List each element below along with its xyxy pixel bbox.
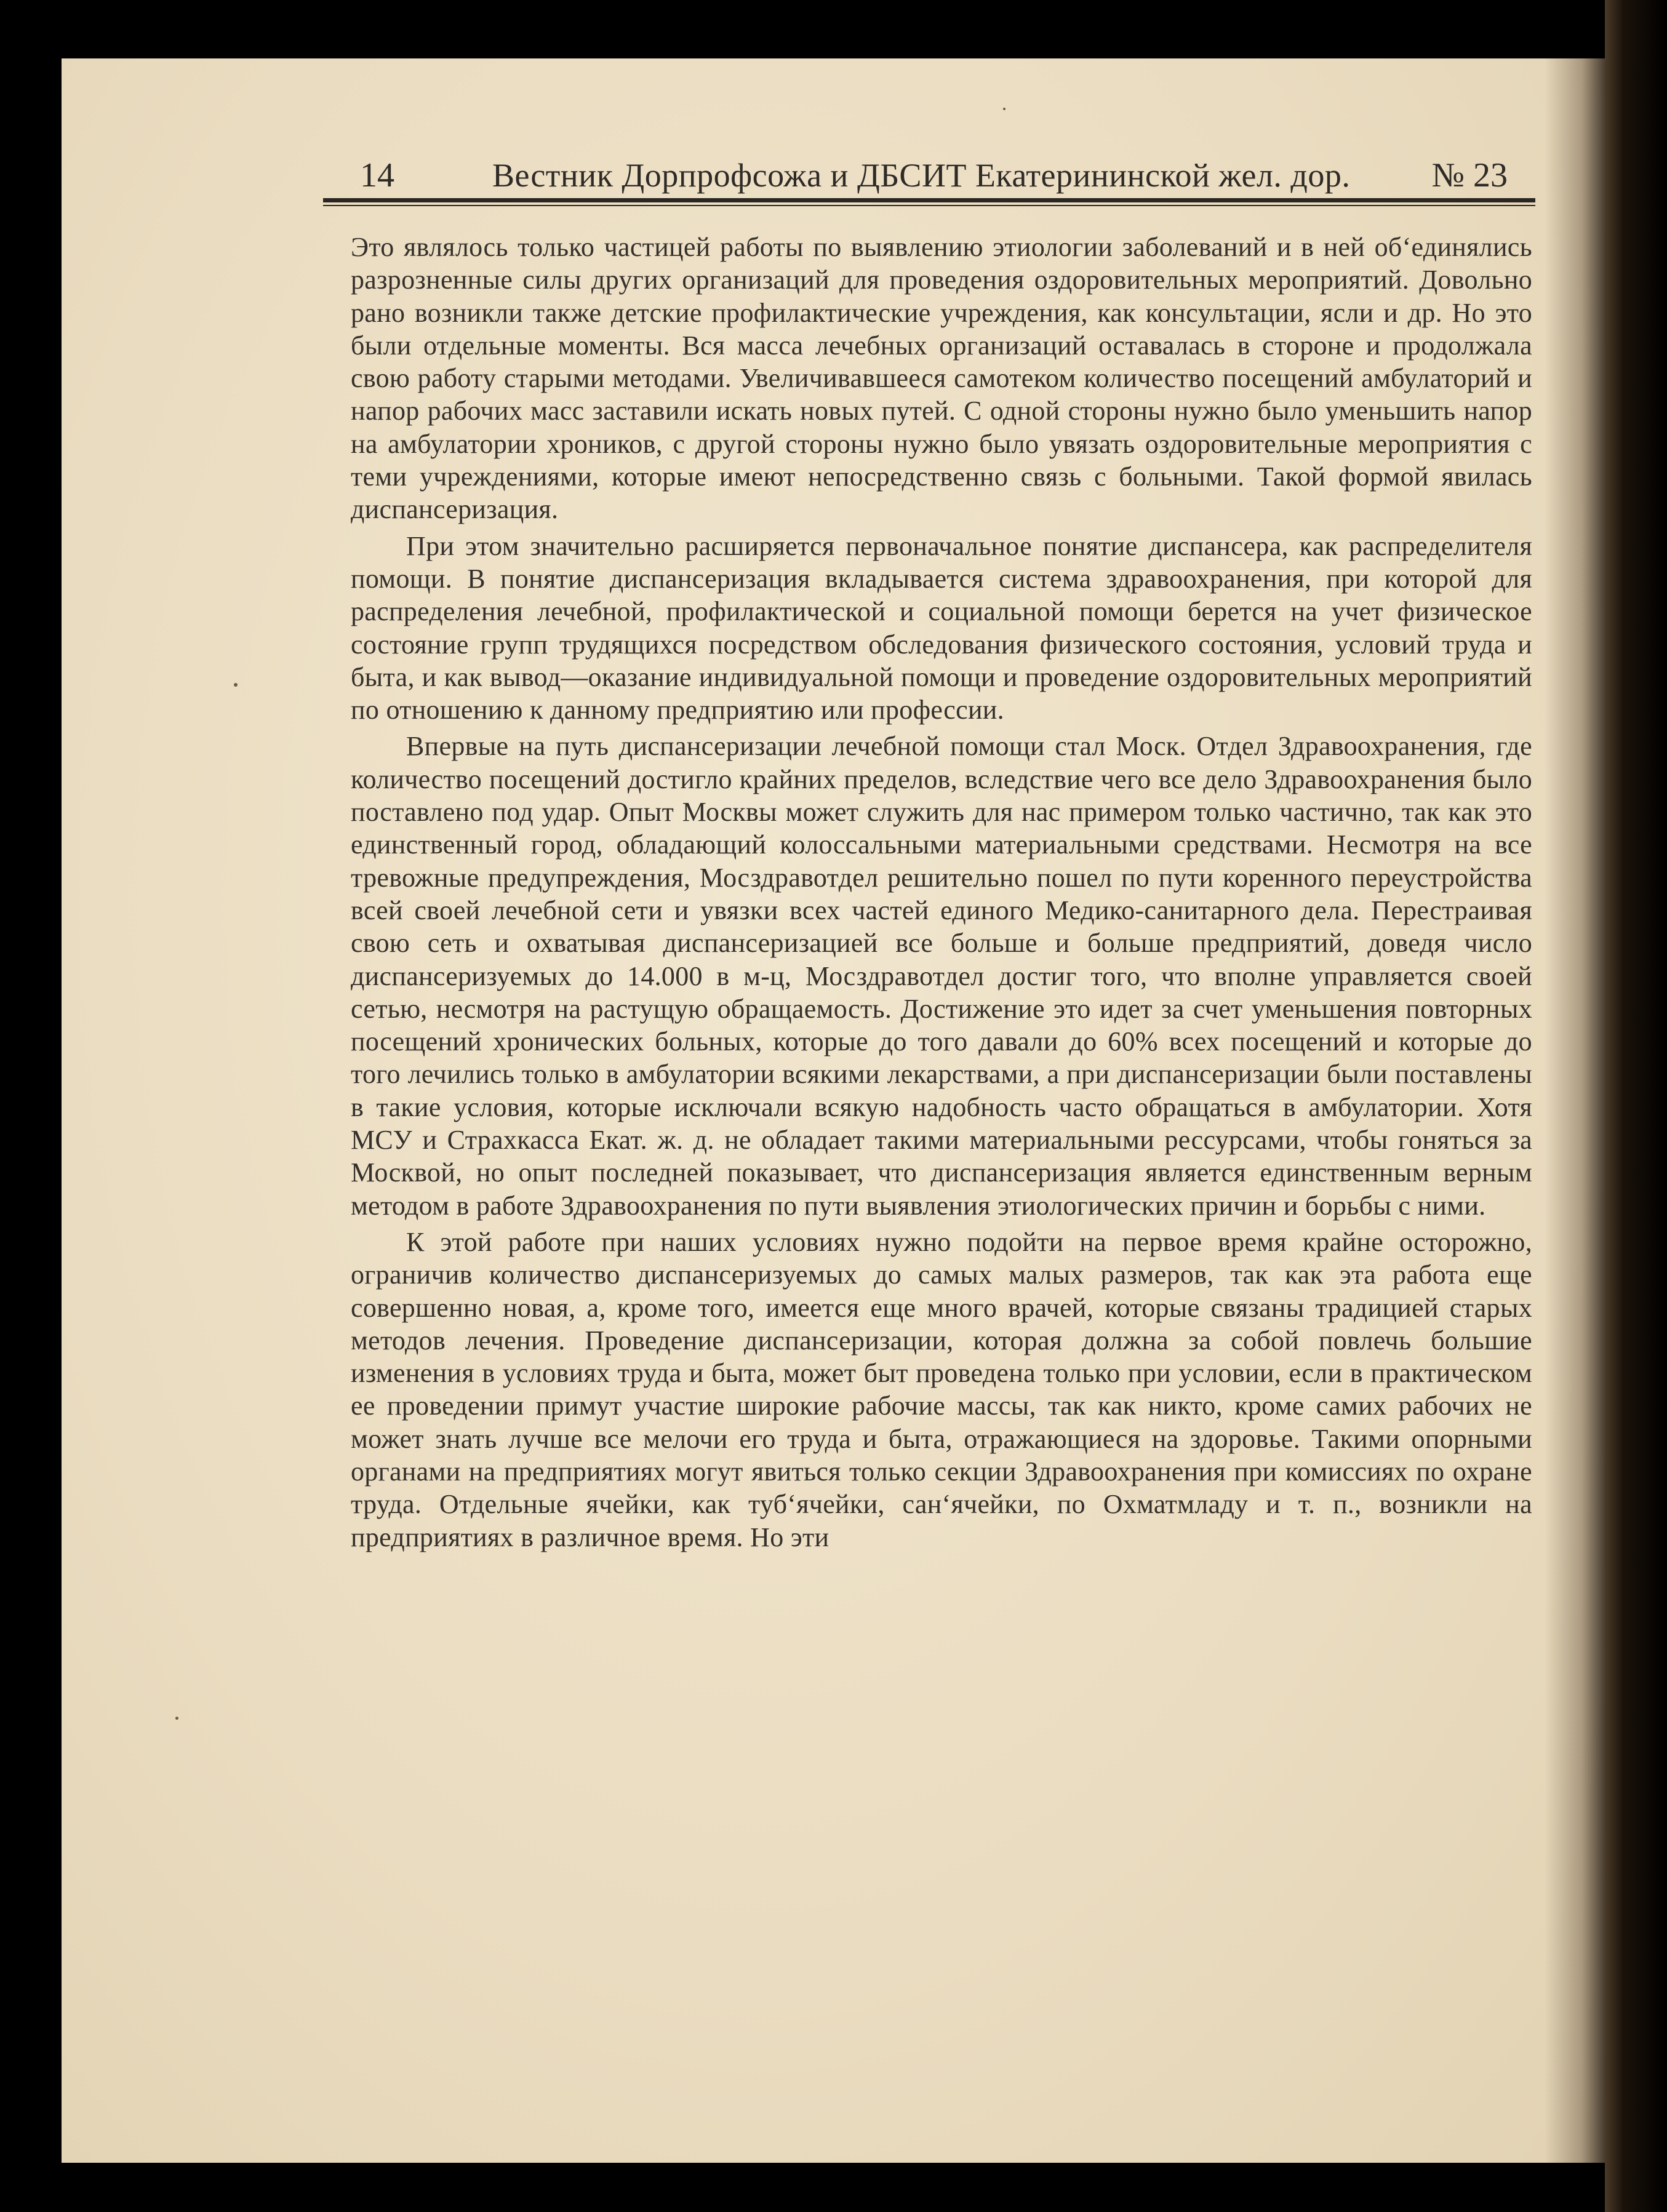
paper-speck	[1003, 108, 1005, 110]
paper-speck	[234, 683, 238, 687]
paper-speck	[175, 1717, 178, 1720]
issue-number: № 23	[1431, 156, 1508, 194]
paragraph: При этом значительно расширяется первоначальное понятие диспансера, как распределителя помощи. В понятие диспансеризация вкладывается система здравоохранения, при которой для распределения лечебной, профилактической и социальной помощи берется на учет физическое состояние групп трудящихся посредством обследования физического состояния, условий труда и быта, и как вывод—оказание индивидуальной помощи и проведение оздоровительных мероприятий по отношению к данному предприятию или профессии.	[351, 530, 1532, 725]
page-number: 14	[360, 156, 394, 194]
page-edge	[1605, 0, 1667, 2212]
article-body	[351, 231, 1532, 1554]
paragraph: Впервые на путь диспансеризации лечебной помощи стал Моск. Отдел Здравоохранения, где количество посещений достигло крайних пределов, вследствие чего все дело Здравоохранения было поставлено под удар. Опыт Москвы может служить для нас примером только частично, так как это единственный город, обладающий колоссальными материальными средствами. Несмотря на все тревожные предупреждения, Мосздравотдел решительно пошел по пути коренного переустройства всей своей лечебной сети и увязки всех частей единого Медико-санитарного дела. Перестраивая свою сеть и охватывая диспансеризацией все больше и больше предприятий, доведя число диспансеризуемых до 14.000 в м-ц, Мосздравотдел достиг того, что вполне управляется своей сетью, несмотря на растущую обращаемость. Достижение это идет за счет уменьшения повторных посещений хронических больных, которые до того давали до 60% всех посещений и которые до того лечились только в амбулатории всякими лекарствами, а при диспансеризации были поставлены в такие условия, которые исключали всякую надобность часто обращаться в амбулатории. Хотя МСУ и Страхкасса Екат. ж. д. не обладает такими материальными рессурсами, чтобы гоняться за Москвой, но опыт последней показывает, что диспансеризация является единственным верным методом в работе Здравоохранения по пути выявления этиологических причин и борьбы с ними.	[351, 731, 1532, 1221]
paragraph: К этой работе при наших условиях нужно подойти на первое время крайне осторожно, ограничив количество диспансеризуемых до самых малых размеров, так как эта работа еще совершенно новая, а, кроме того, имеется еще много врачей, которые связаны традицией старых методов лечения. Проведение диспансеризации, которая должна за собой повлечь большие изменения в условиях труда и быта, может быт проведена только при условии, если в практическом ее проведении примут участие широкие рабочие массы, так как никто, кроме самих рабочих не может знать лучше все мелочи его труда и быта, отражающиеся на здоровье. Такими опорными органами на предприятиях могут явиться только секции Здравоохранения при комиссиях по охране труда. Отдельные ячейки, как туб‘ячейки, сан‘ячейки, по Охматмладу и т. п., возникли на предприятиях в различное время. Но эти	[351, 1226, 1532, 1552]
paragraph: Это являлось только частицей работы по выявлению этиологии заболеваний и в ней об‘единялись разрозненные силы других организаций для проведения оздоровительных мероприятий. Довольно рано возникли также детские профилактические учреждения, как консультации, ясли и др. Но это были отдельные моменты. Вся масса лечебных организаций оставалась в стороне и продолжала свою работу старыми методами. Увеличивавшееся самотеком количество посещений амбулаторий и напор рабочих масс заставили искать новых путей. С одной стороны нужно было уменьшить напор на амбулатории хроников, с другой стороны нужно было увязать оздоровительные мероприятия с теми учреждениями, которые имеют непосредственно связь с больными. Такой формой явилась диспансеризация.	[351, 232, 1532, 525]
running-header	[302, 154, 1508, 197]
journal-title: Вестник Дорпрофсожа и ДБСИТ Екатерининской жел. дор.	[492, 157, 1351, 194]
header-rule-thick	[323, 198, 1535, 202]
page-gutter-shadow	[1545, 58, 1612, 2163]
header-rule-thin	[323, 205, 1535, 206]
